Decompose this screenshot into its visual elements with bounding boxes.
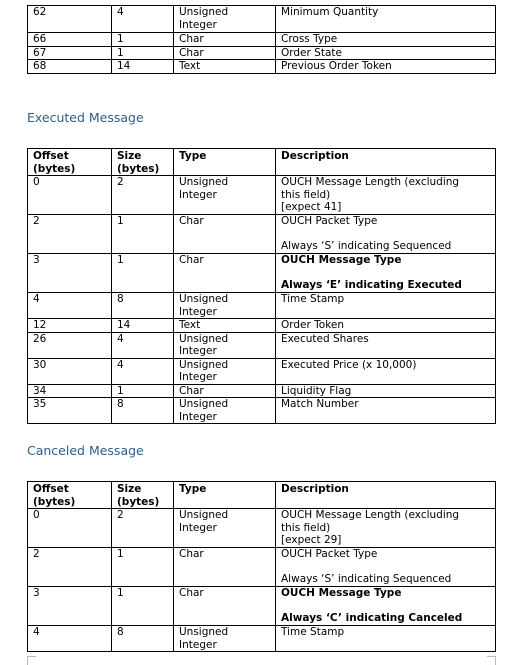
- description-line: OUCH Packet Type: [281, 548, 378, 560]
- table-row: [28, 215, 496, 254]
- size-cell: 4: [112, 332, 174, 358]
- offset-cell: 4: [28, 293, 112, 319]
- description-note: Always ‘C’ indicating Canceled: [281, 611, 463, 624]
- type-cell: Unsigned Integer: [174, 626, 276, 652]
- description-cell: Order Token: [276, 319, 496, 333]
- table-header-row: [28, 482, 496, 509]
- description-header: Description: [276, 149, 496, 176]
- offset-cell: 0: [28, 176, 112, 215]
- table-row: [28, 46, 496, 60]
- description-cell: Liquidity Flag: [276, 384, 496, 398]
- executed-message-heading: Executed Message: [27, 110, 144, 125]
- table-row: [28, 60, 496, 74]
- continued-message-table: [27, 5, 496, 74]
- size-cell: 1: [112, 548, 174, 587]
- type-cell: Unsigned Integer: [174, 358, 276, 384]
- type-cell: Char: [174, 215, 276, 254]
- offset-cell: 4: [28, 626, 112, 652]
- size-cell: 4: [112, 6, 174, 33]
- description-cell: [276, 587, 496, 626]
- size-cell: 1: [112, 46, 174, 60]
- description-note: Always ‘E’ indicating Executed: [281, 278, 462, 291]
- size-cell: 8: [112, 398, 174, 424]
- description-cell: Time Stamp: [276, 626, 496, 652]
- description-line: OUCH Message Type: [281, 254, 402, 266]
- type-cell: Unsigned Integer: [174, 332, 276, 358]
- description-cell: Time Stamp: [276, 293, 496, 319]
- offset-cell: 26: [28, 332, 112, 358]
- table-row: [28, 6, 496, 33]
- table-row: [28, 548, 496, 587]
- type-cell: Unsigned Integer: [174, 398, 276, 424]
- description-line: OUCH Packet Type: [281, 215, 378, 227]
- offset-cell: 3: [28, 254, 112, 293]
- table-row: [28, 384, 496, 398]
- description-cell: Order State: [276, 46, 496, 60]
- type-cell: Text: [174, 319, 276, 333]
- offset-cell: 66: [28, 33, 112, 47]
- size-header: Size (bytes): [112, 149, 174, 176]
- description-cell: OUCH Message Length (excluding this field) [expect 29]: [276, 509, 496, 548]
- size-header: Size (bytes): [112, 482, 174, 509]
- description-cell: [276, 548, 496, 587]
- offset-cell: 30: [28, 358, 112, 384]
- offset-cell: 62: [28, 6, 112, 33]
- size-cell: 1: [112, 254, 174, 293]
- table-row: [28, 358, 496, 384]
- offset-cell: 35: [28, 398, 112, 424]
- table-row: [28, 398, 496, 424]
- table-row: [28, 33, 496, 47]
- offset-header: Offset (bytes): [28, 149, 112, 176]
- size-cell: 2: [112, 509, 174, 548]
- type-cell: Unsigned Integer: [174, 509, 276, 548]
- description-cell: Executed Price (x 10,000): [276, 358, 496, 384]
- offset-header: Offset (bytes): [28, 482, 112, 509]
- offset-cell: 0: [28, 509, 112, 548]
- canceled-message-table: [27, 481, 496, 652]
- offset-cell: 68: [28, 60, 112, 74]
- offset-cell: 2: [28, 215, 112, 254]
- description-cell: Previous Order Token: [276, 60, 496, 74]
- table-row: [28, 293, 496, 319]
- type-cell: Char: [174, 548, 276, 587]
- offset-cell: 34: [28, 384, 112, 398]
- description-cell: Executed Shares: [276, 332, 496, 358]
- type-cell: Unsigned Integer: [174, 6, 276, 33]
- offset-cell: 2: [28, 548, 112, 587]
- size-cell: 2: [112, 176, 174, 215]
- description-note: Always ‘S’ indicating Sequenced: [281, 572, 452, 585]
- type-cell: Unsigned Integer: [174, 293, 276, 319]
- description-cell: OUCH Message Length (excluding this field) [expect 41]: [276, 176, 496, 215]
- table-header-row: [28, 149, 496, 176]
- offset-cell: 67: [28, 46, 112, 60]
- size-cell: 4: [112, 358, 174, 384]
- size-cell: 1: [112, 33, 174, 47]
- description-cell: [276, 215, 496, 254]
- size-cell: 1: [112, 587, 174, 626]
- size-cell: 14: [112, 319, 174, 333]
- description-cell: Cross Type: [276, 33, 496, 47]
- table-row: [28, 509, 496, 548]
- type-header: Type: [174, 149, 276, 176]
- description-note: Always ‘S’ indicating Sequenced: [281, 239, 452, 252]
- size-cell: 8: [112, 626, 174, 652]
- description-cell: Match Number: [276, 398, 496, 424]
- size-cell: 1: [112, 384, 174, 398]
- table-row: [28, 319, 496, 333]
- type-cell: Text: [174, 60, 276, 74]
- table-row: [28, 332, 496, 358]
- type-cell: Char: [174, 384, 276, 398]
- offset-cell: 12: [28, 319, 112, 333]
- table-row: [28, 254, 496, 293]
- table-row: [28, 176, 496, 215]
- size-cell: 14: [112, 60, 174, 74]
- table-row: [28, 626, 496, 652]
- size-cell: 1: [112, 215, 174, 254]
- description-line: OUCH Message Type: [281, 587, 402, 599]
- description-cell: Minimum Quantity: [276, 6, 496, 33]
- type-header: Type: [174, 482, 276, 509]
- offset-cell: 3: [28, 587, 112, 626]
- description-cell: [276, 254, 496, 293]
- table-row: [28, 587, 496, 626]
- type-cell: Char: [174, 33, 276, 47]
- size-cell: 8: [112, 293, 174, 319]
- type-cell: Char: [174, 587, 276, 626]
- type-cell: Unsigned Integer: [174, 176, 276, 215]
- type-cell: Char: [174, 254, 276, 293]
- canceled-message-heading: Canceled Message: [27, 443, 144, 458]
- description-header: Description: [276, 482, 496, 509]
- executed-message-table: [27, 148, 496, 424]
- type-cell: Char: [174, 46, 276, 60]
